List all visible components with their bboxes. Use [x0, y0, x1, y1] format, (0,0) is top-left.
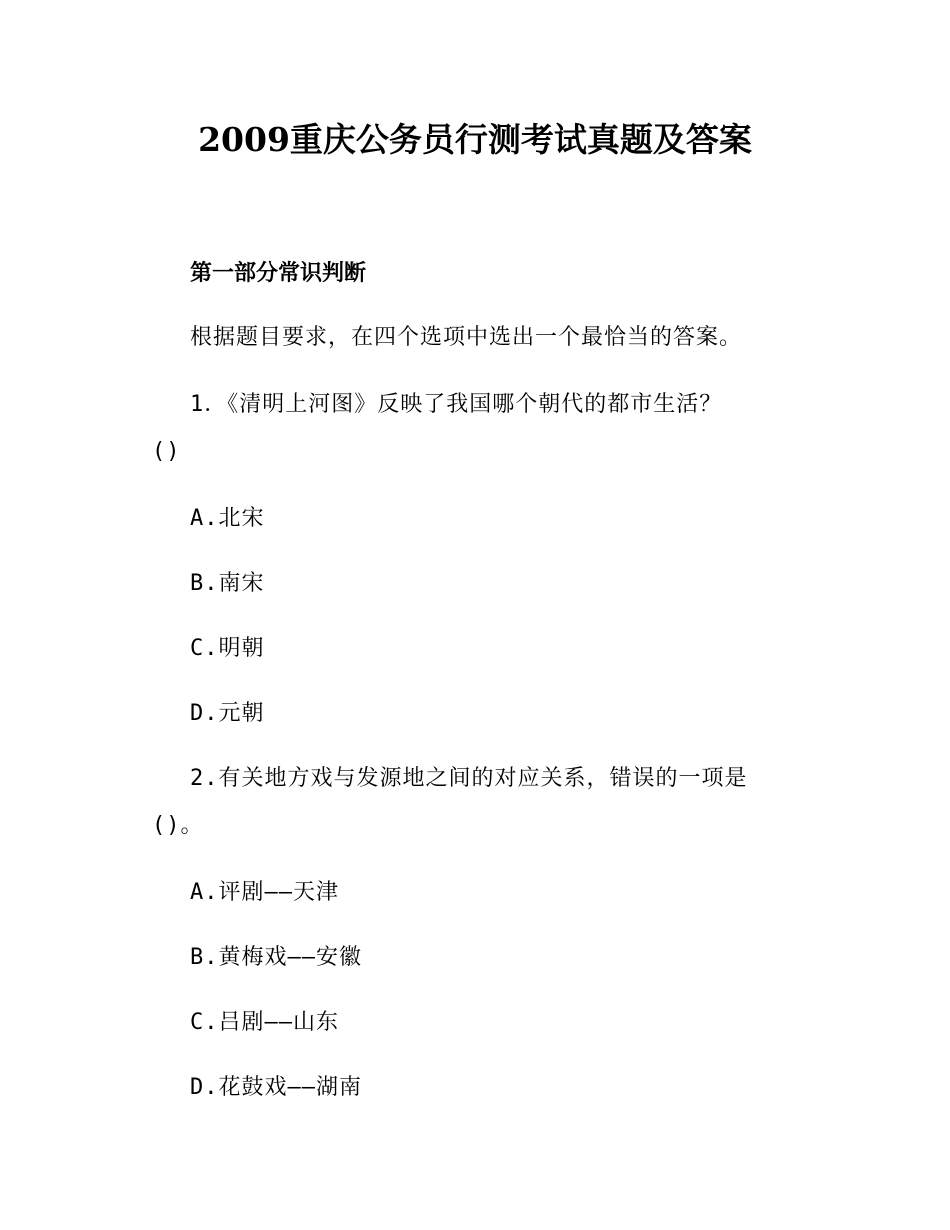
question-1-option-a: A.北宋 — [190, 506, 265, 531]
question-2-option-a: A.评剧——天津 — [190, 880, 339, 905]
question-2-option-d: D.花鼓戏——湖南 — [190, 1075, 362, 1100]
question-1-option-c: C.明朝 — [190, 636, 265, 661]
instructions-text: 根据题目要求，在四个选项中选出一个最恰当的答案。 — [190, 325, 743, 350]
question-1-option-b: B.南宋 — [190, 571, 265, 596]
question-2-option-b: B.黄梅戏——安徽 — [190, 945, 362, 970]
document-title: 2009重庆公务员行测考试真题及答案 — [198, 120, 752, 159]
question-1-stem: 1．《清明上河图》反映了我国哪个朝代的都市生活？ — [190, 392, 723, 417]
question-2-stem: 2.有关地方戏与发源地之间的对应关系，错误的一项是 — [190, 766, 748, 791]
question-1-answer-blank: () — [152, 439, 181, 464]
section-heading: 第一部分常识判断 — [190, 261, 367, 286]
question-1-option-d: D.元朝 — [190, 701, 265, 726]
question-2-answer-blank: ()。 — [152, 813, 204, 838]
question-2-option-c: C.吕剧——山东 — [190, 1010, 339, 1035]
